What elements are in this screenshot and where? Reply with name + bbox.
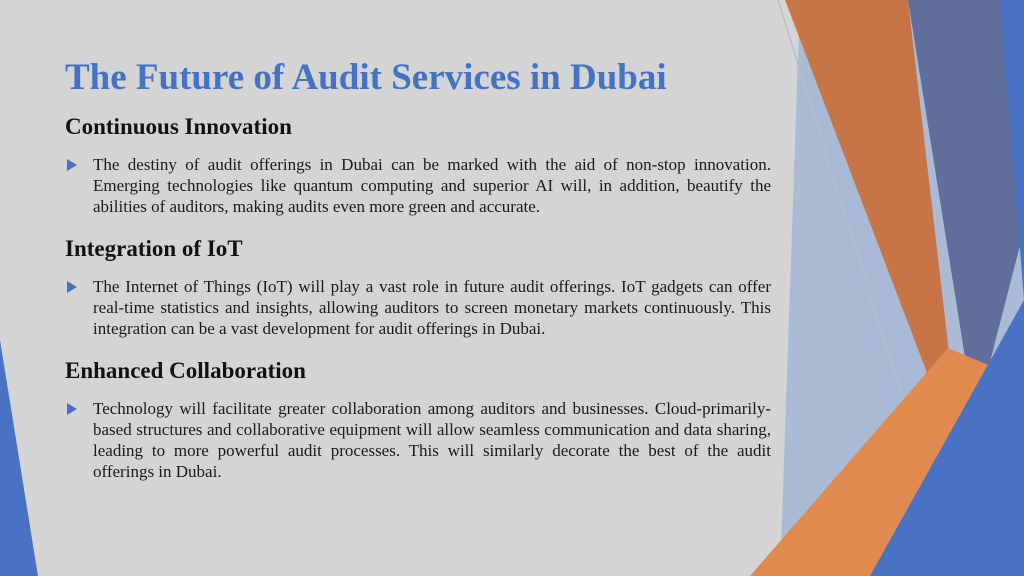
section-heading: Enhanced Collaboration	[65, 358, 306, 383]
bullet-text: The Internet of Things (IoT) will play a vast role in future audit offerings. IoT gadgets can offer real-time statistics and insights, allowing auditors to screen monetary markets continuously. This integration can be a vast development for audit offerings in Dubai.	[93, 277, 771, 338]
section-continuous-innovation	[65, 112, 771, 217]
bullet-arrow-icon	[67, 159, 77, 171]
section-heading: Integration of IoT	[65, 236, 243, 261]
bullet-arrow-icon	[67, 281, 77, 293]
bullet-text: Technology will facilitate greater collaboration among auditors and businesses. Cloud-primarily-based structures and collaborative equipment will allow seamless communication and data sharing, leading to more powerful audit processes. This will similarly decorate the best of the audit offerings in Dubai.	[93, 399, 771, 481]
section-heading: Continuous Innovation	[65, 114, 292, 139]
slide-title: The Future of Audit Services in Dubai	[65, 57, 667, 98]
bullet-item	[65, 276, 771, 339]
bullet-item	[65, 154, 771, 217]
content-area	[65, 112, 771, 499]
bullet-arrow-icon	[67, 403, 77, 415]
section-enhanced-collaboration	[65, 356, 771, 482]
bullet-item	[65, 398, 771, 482]
left-blue-sliver	[0, 340, 38, 576]
section-integration-of-iot	[65, 234, 771, 339]
bullet-text: The destiny of audit offerings in Dubai can be marked with the aid of non-stop innovation. Emerging technologies like quantum computing and superior AI will, in addition, beautify the abilities of auditors, making audits even more green and accurate.	[93, 155, 771, 216]
